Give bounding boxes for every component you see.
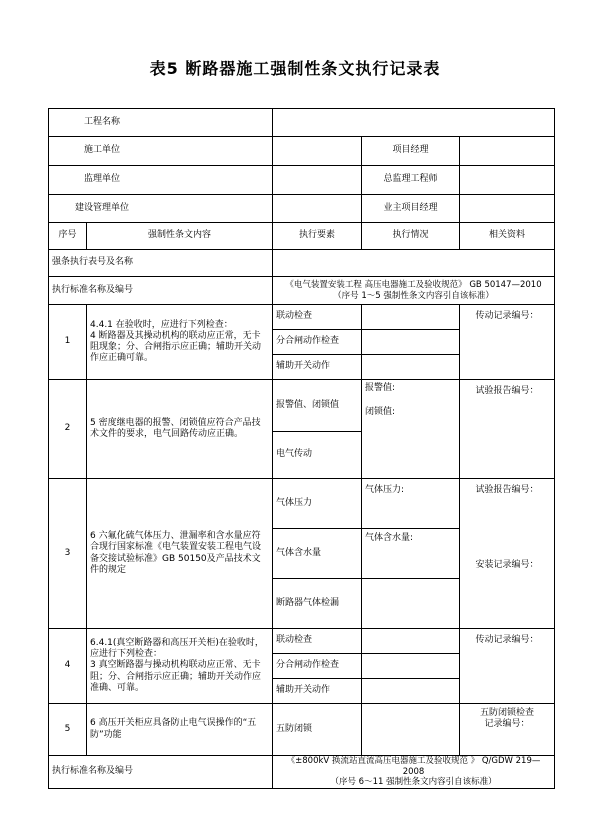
col-status: 执行情况 (362, 223, 460, 250)
row4-status3[interactable] (362, 679, 460, 704)
row5-item1: 五防闭锁 (273, 704, 362, 756)
supervision-unit-row (49, 166, 555, 195)
row4-clause: 6.4.1(真空断路器和高压开关柜)在验收时，应进行下列检查： 3 真空断路器与操动机构联动应正常、无卡阻；分、合闸指示应正确；辅助开关动作应准确、可靠。 (87, 629, 273, 704)
project-name-label: 工程名称 (49, 109, 273, 137)
row4-seq: 4 (49, 629, 87, 704)
construction-unit-label: 施工单位 (49, 137, 273, 166)
column-header-row (49, 223, 555, 250)
row1-materials: 传动记录编号： (460, 305, 555, 380)
row4-item1: 联动检查 (273, 629, 362, 654)
row2-seq: 2 (49, 380, 87, 479)
row1-item1: 联动检查 (273, 305, 362, 330)
col-seq: 序号 (49, 223, 87, 250)
management-unit-row (49, 195, 555, 223)
table-row (49, 380, 555, 432)
standard2-text (273, 756, 555, 789)
standard1-label: 执行标准名称及编号 (49, 277, 273, 305)
row4-status1[interactable] (362, 629, 460, 654)
row3-item1: 气体压力 (273, 479, 362, 529)
owner-manager-label: 业主项目经理 (362, 195, 460, 223)
row2-status2: 闭锁值: (365, 407, 396, 417)
row4-item2: 分合闸动作检查 (273, 654, 362, 679)
row3-item3: 断路器气体检漏 (273, 579, 362, 629)
standard2-row (49, 756, 555, 789)
row1-status1[interactable] (362, 305, 460, 330)
standard2-line1: 《±800kV 换流站直流高压电器施工及验收规范 》 Q/GDW 219—2008 (286, 756, 541, 777)
owner-manager-value[interactable] (460, 195, 555, 223)
row3-status3[interactable] (362, 579, 460, 629)
project-name-row (49, 109, 555, 137)
row1-item3: 辅助开关动作 (273, 355, 362, 380)
project-name-value[interactable] (273, 109, 555, 137)
row3-materials (460, 479, 555, 629)
standard2-label: 执行标准名称及编号 (49, 756, 273, 789)
col-essentials: 执行要素 (273, 223, 362, 250)
row3-materials2: 安装记录编号： (475, 560, 539, 570)
table-row (49, 305, 555, 330)
row5-materials: 五防闭锁检查 记录编号： (460, 704, 555, 756)
chief-supervisor-label: 总监理工程师 (362, 166, 460, 195)
standard2-line2: （序号 6～11 强制性条文内容引自该标准） (330, 777, 497, 788)
row5-status1[interactable] (362, 704, 460, 756)
table-row (49, 479, 555, 529)
project-manager-label: 项目经理 (362, 137, 460, 166)
page-title: 表5 断路器施工强制性条文执行记录表 (149, 59, 441, 78)
row2-status[interactable] (362, 380, 460, 479)
row2-item1: 报警值、闭锁值 (273, 380, 362, 432)
row3-item2: 气体含水量 (273, 529, 362, 579)
management-unit-value[interactable] (273, 195, 362, 223)
record-table (48, 108, 555, 789)
row3-seq: 3 (49, 479, 87, 629)
standard1-line2: （序号 1～5 强制性条文内容引自该标准） (333, 290, 494, 301)
row5-clause: 6 高压开关柜应具备防止电气误操作的“五防”功能 (87, 704, 273, 756)
row2-clause: 5 密度继电器的报警、闭锁值应符合产品技术文件的要求，电气回路传动应正确。 (87, 380, 273, 479)
row1-seq: 1 (49, 305, 87, 380)
table-no-label: 强条执行表号及名称 (49, 250, 273, 277)
row4-materials: 传动记录编号： (460, 629, 555, 704)
standard1-line1: 《电气装置安装工程 高压电器施工及验收规范》 GB 50147—2010 (285, 279, 542, 290)
row4-item3: 辅助开关动作 (273, 679, 362, 704)
row3-status1[interactable]: 气体压力: (362, 479, 460, 529)
table-row (49, 704, 555, 756)
chief-supervisor-value[interactable] (460, 166, 555, 195)
row3-status2[interactable]: 气体含水量: (362, 529, 460, 579)
supervision-unit-label: 监理单位 (49, 166, 273, 195)
standard1-text (273, 277, 555, 305)
standard1-row (49, 277, 555, 305)
table-row (49, 629, 555, 654)
row1-clause: 4.4.1 在验收时，应进行下列检查： 4 断路器及其操动机构的联动应正常，无卡阻现象；分、合闸指示应正确；辅助开关动作应正确可靠。 (87, 305, 273, 380)
col-clause: 强制性条文内容 (87, 223, 273, 250)
row1-item2: 分合闸动作检查 (273, 330, 362, 355)
row2-status1: 报警值: (365, 383, 396, 393)
supervision-unit-value[interactable] (273, 166, 362, 195)
row2-materials: 试验报告编号： (460, 380, 555, 479)
row1-status3[interactable] (362, 355, 460, 380)
col-materials: 相关资料 (460, 223, 555, 250)
row5-seq: 5 (49, 704, 87, 756)
row3-clause: 6 六氟化硫气体压力、泄漏率和含水量应符合现行国家标准《电气装置安装工程电气设备交接试验标准》GB 50150及产品技术文件的规定 (87, 479, 273, 629)
row4-status2[interactable] (362, 654, 460, 679)
table-no-value[interactable] (273, 250, 555, 277)
row2-item2: 电气传动 (273, 432, 362, 479)
management-unit-label: 建设管理单位 (49, 195, 273, 223)
project-manager-value[interactable] (460, 137, 555, 166)
construction-unit-row (49, 137, 555, 166)
row3-materials1: 试验报告编号： (475, 485, 539, 495)
construction-unit-value[interactable] (273, 137, 362, 166)
table-no-row (49, 250, 555, 277)
row1-status2[interactable] (362, 330, 460, 355)
